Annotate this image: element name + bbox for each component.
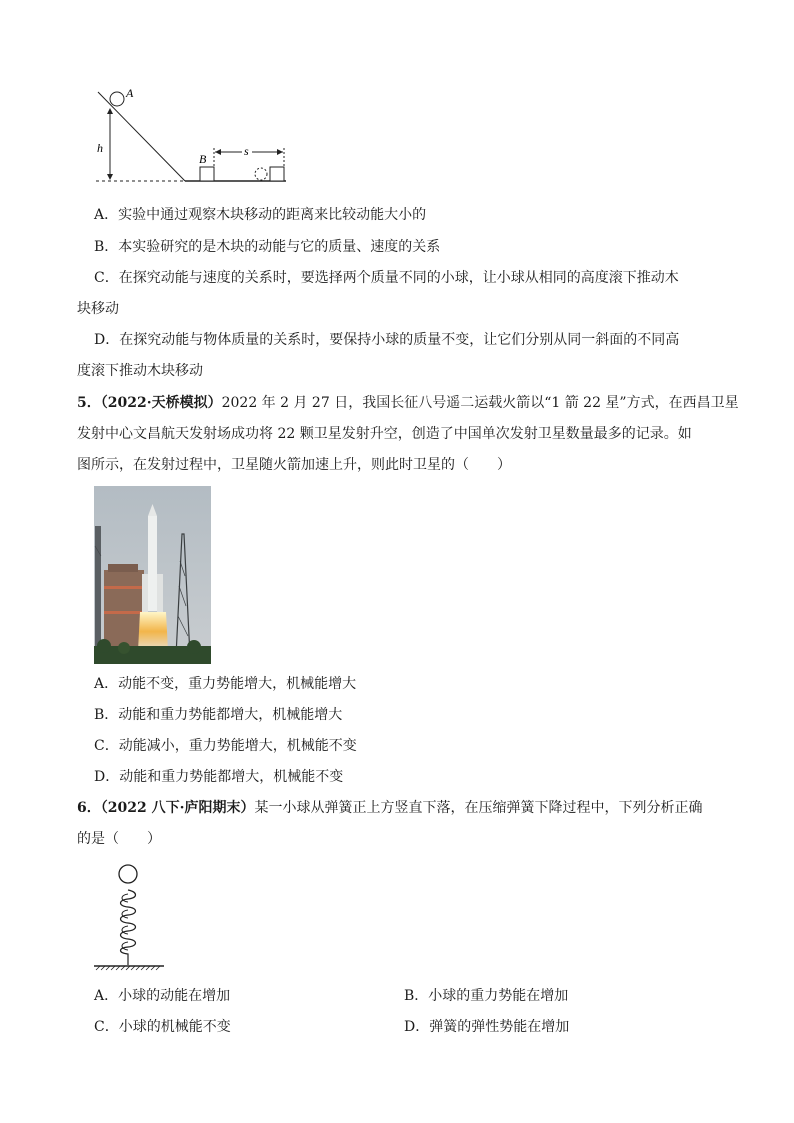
q5-option-c: C．动能减小，重力势能增大，机械能不变 xyxy=(94,738,357,754)
q6-number: 6． xyxy=(77,800,101,816)
q6-option-a: A．小球的动能在增加 xyxy=(94,988,231,1004)
block-b xyxy=(200,167,214,181)
label-a: A xyxy=(126,86,134,100)
q6-stem-line-2: 的是（ ） xyxy=(77,831,161,847)
q4-option-c: C．在探究动能与速度的关系时，要选择两个质量不同的小球，让小球从相同的高度滚下推动木 xyxy=(94,270,679,286)
rocket-launch-photo xyxy=(94,486,211,664)
q5-option-a: A．动能不变，重力势能增大，机械能增大 xyxy=(94,676,357,692)
height-arrow-bottom xyxy=(107,174,113,180)
spring-ball-figure xyxy=(92,862,168,974)
label-h: h xyxy=(97,141,103,155)
q5-option-d: D．动能和重力势能都增大，机械能不变 xyxy=(94,769,344,785)
q6-option-d: D．弹簧的弹性势能在增加 xyxy=(404,1019,570,1035)
incline-slope xyxy=(98,92,185,181)
q4-option-d: D．在探究动能与物体质量的关系时，要保持小球的质量不变，让它们分别从同一斜面的不同高 xyxy=(94,332,680,348)
ball-a xyxy=(110,92,124,106)
service-tower-stripe-2 xyxy=(104,611,144,614)
tree-1 xyxy=(97,639,111,653)
rocket-body xyxy=(148,516,157,611)
q5-source: （2022·天桥模拟） xyxy=(100,395,222,411)
service-tower-top xyxy=(108,564,138,572)
incline-experiment-figure xyxy=(90,82,300,192)
label-b: B xyxy=(199,152,207,166)
q6-stem-line-1 xyxy=(77,798,702,818)
falling-ball xyxy=(119,865,137,883)
q5-option-b: B．动能和重力势能都增大，机械能增大 xyxy=(94,707,343,723)
label-s: s xyxy=(244,144,249,158)
rocket-flame xyxy=(138,612,168,651)
service-tower-stripe xyxy=(104,586,144,589)
q4-option-c-cont: 块移动 xyxy=(77,301,119,317)
tree-2 xyxy=(118,642,130,654)
q4-option-a: A．实验中通过观察木块移动的距离来比较动能大小的 xyxy=(94,207,427,223)
q5-stem-line-3: 图所示，在发射过程中，卫星随火箭加速上升，则此时卫星的（ ） xyxy=(77,457,511,473)
q5-stem-text-1: 2022 年 2 月 27 日，我国长征八号遥二运载火箭以“1 箭 22 星”方式，在西昌卫星 xyxy=(221,395,739,411)
q4-option-b: B．本实验研究的是木块的动能与它的质量、速度的关系 xyxy=(94,239,441,255)
height-arrow-top xyxy=(107,108,113,114)
s-arrow-left xyxy=(215,149,221,155)
q6-stem-text-1: 某一小球从弹簧正上方竖直下落，在压缩弹簧下降过程中，下列分析正确 xyxy=(254,800,703,816)
q5-number: 5． xyxy=(77,395,101,411)
rocket-booster-left xyxy=(142,574,148,612)
tree-3 xyxy=(187,640,201,654)
q5-stem-line-2: 发射中心文昌航天发射场成功将 22 颗卫星发射升空，创造了中国单次发射卫星数量最多的记录。如 xyxy=(77,426,692,442)
s-arrow-right xyxy=(277,149,283,155)
q6-source: （2022 八下·庐阳期末） xyxy=(100,800,255,816)
rocket-booster-right xyxy=(157,574,163,612)
ball-moved-dashed xyxy=(255,168,267,180)
q4-option-d-cont: 度滚下推动木块移动 xyxy=(77,363,203,379)
block-moved-dashed xyxy=(270,167,284,181)
q6-option-b: B．小球的重力势能在增加 xyxy=(404,988,569,1004)
left-tower xyxy=(95,526,101,656)
q5-stem-line-1 xyxy=(77,393,739,413)
q6-option-c: C．小球的机械能不变 xyxy=(94,1019,231,1035)
